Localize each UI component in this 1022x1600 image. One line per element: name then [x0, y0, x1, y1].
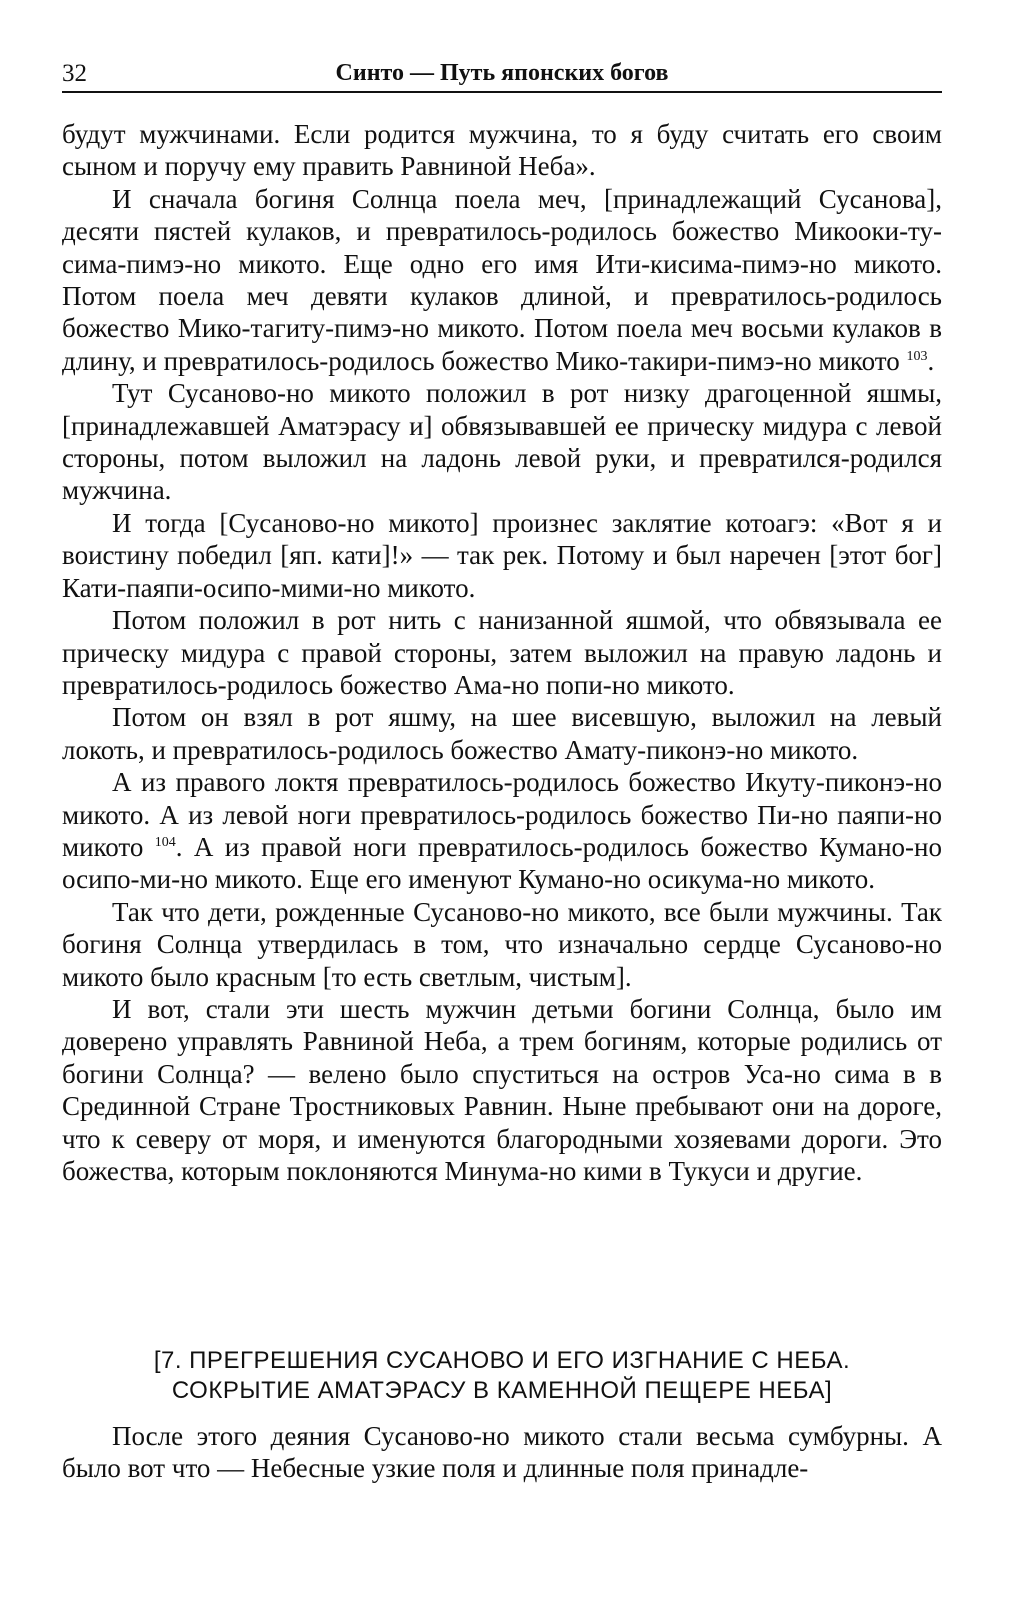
paragraph-5: Потом положил в рот нить с нанизанной яшмой, что обвязывала ее прическу мидура с правой стороны, затем выложил на правую ладонь и превратилось-родилось божество Ама-но попи-но микото.	[62, 605, 942, 700]
section-heading-line-1: [7. ПРЕГРЕШЕНИЯ СУСАНОВО И ЕГО ИЗГНАНИЕ С НЕБА.	[153, 1347, 851, 1374]
paragraph-7: А из правого локтя превратилось-родилось божество Икуту-пиконэ-но микото. А из левой ноги превратилось-родилось божество Пи-но паяпи-но микото $^{104}$. А из правой ноги превратилось-родилось божество Кумано-но осипо-ми-но микото. Еще его именуют Кумано-но осикума-но микото.	[62, 767, 942, 895]
footnote-ref-103[interactable]: 103	[906, 348, 928, 364]
paragraph-1: будут мужчинами. Если родится мужчина, то я буду считать его своим сыном и поручу ему править Равниной Неба».	[62, 119, 942, 182]
paragraph-6: Потом он взял в рот яшму, на шее висевшую, выложил на левый локоть, и превратилось-родилось божество Амату-пиконэ-но микото.	[62, 702, 942, 765]
paragraph-8: Так что дети, рожденные Сусаново-но микото, все были мужчины. Так богиня Солнца утвердилась в том, что изначально сердце Сусаново-но микото было красным [то есть светлым, чистым].	[62, 896, 942, 992]
header-rule	[62, 91, 942, 93]
running-title: Синто — Путь японских богов	[335, 60, 669, 86]
page-header	[62, 60, 942, 90]
section-text	[62, 1420, 942, 1485]
main-text	[62, 118, 942, 1187]
paragraph-3: Тут Сусаново-но микото положил в рот низку драгоценной яшмы, [принадлежавшей Аматэрасу и] обвязывавшей ее прическу мидура с левой стороны, потом выложил на ладонь левой руки, и превратился-родился мужчина.	[62, 378, 942, 506]
paragraph-2: И сначала богиня Солнца поела меч, [принадлежащий Сусанова], десяти пястей кулаков, и превратилось-родилось божество Микооки-ту-сима-пимэ-но микото. Еще одно его имя Ити-кисима-пимэ-но микото. Потом поела меч девяти кулаков длиной, и превратилось-родилось божество Мико-тагиту-пимэ-но микото. Потом поела меч восьми кулаков в длину, и превратилось-родилось божество Мико-такири-пимэ-но микото $^{103}$.	[62, 183, 942, 376]
paragraph-4: И тогда [Сусаново-но микото] произнес заклятие котоагэ: «Вот я и воистину победил [яп. кати]!» — так рек. Потому и был наречен [этот бог] Кати-паяпи-осипо-мими-но микото.	[62, 507, 942, 603]
section-heading-line-2: СОКРЫТИЕ АМАТЭРАСУ В КАМЕННОЙ ПЕЩЕРЕ НЕБА]	[171, 1377, 833, 1404]
page-number: 32	[62, 60, 87, 87]
footnote-ref-104[interactable]: 104	[154, 834, 176, 850]
book-page	[62, 0, 942, 1600]
section-paragraph-1: После этого деяния Сусаново-но микото стали весьма сумбурны. А было вот что — Небесные узкие поля и длинные поля принадле-	[62, 1421, 942, 1484]
section-heading	[62, 1346, 942, 1406]
paragraph-9: И вот, стали эти шесть мужчин детьми богини Солнца, было им доверено управлять Равниной Неба, а трем богиням, которые родились от богини Солнца? — велено было спуститься на остров Уса-но сима в в Срединной Стране Тростниковых Равнин. Ныне пребывают они на дороге, что к северу от моря, и именуются благородными хозяевами дороги. Это божества, которым поклоняются Минума-но кими в Тукуси и другие.	[62, 993, 942, 1186]
